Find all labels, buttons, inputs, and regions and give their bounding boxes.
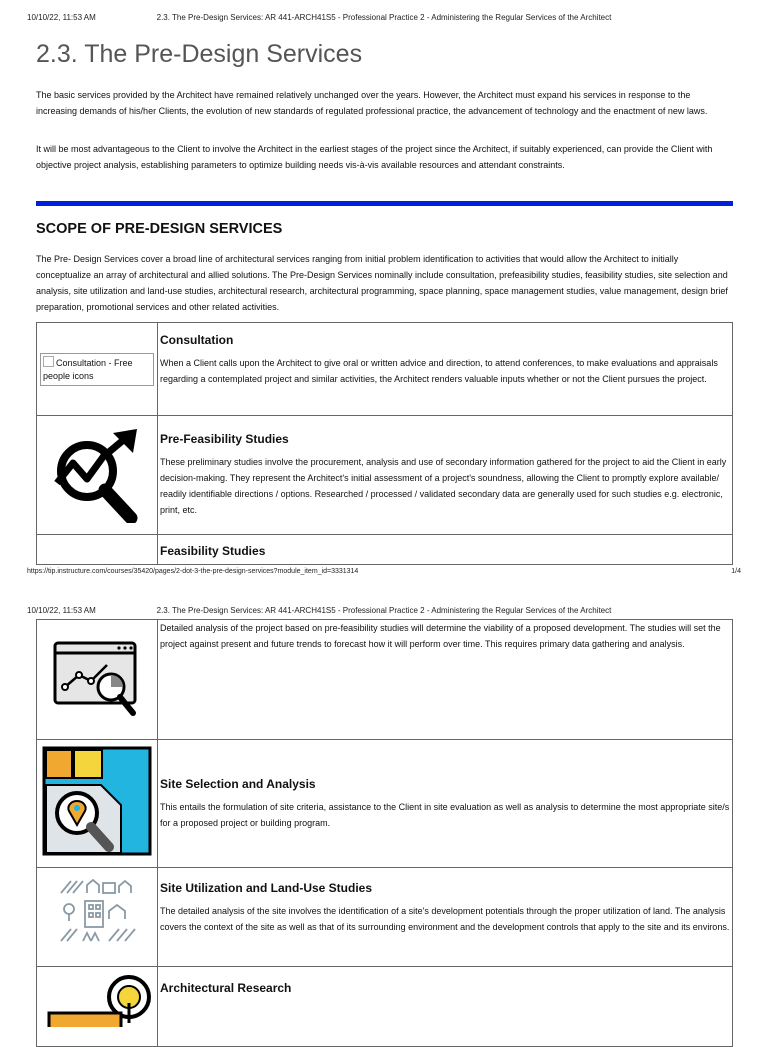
feasibility-icon-cell — [37, 620, 158, 740]
service-title: Site Utilization and Land-Use Studies — [160, 881, 373, 895]
print-url: https://tip.instructure.com/courses/35420/pages/2-dot-3-the-pre-design-services?module_item_id=3331314 — [27, 568, 359, 575]
service-description: This entails the formulation of site criteria, assistance to the Client in site evaluation as well as analysis to determine the most appropriate site/s for a proposed project or building program. — [160, 801, 730, 828]
consultation-text-cell — [158, 323, 733, 416]
print-doc-title: 2.3. The Pre-Design Services: AR 441-ARCH41S5 - Professional Practice 2 - Administering the Regular Services of the Architect — [156, 606, 612, 615]
table-row — [37, 535, 733, 565]
print-datetime: 10/10/22, 11:53 AM — [27, 606, 96, 615]
prefeasibility-icon-cell — [37, 416, 158, 535]
table-row — [37, 967, 733, 1047]
services-table-continued — [36, 619, 733, 1047]
print-page-number: 1/4 — [731, 568, 741, 575]
page-break — [0, 584, 768, 604]
lightbulb-icon — [41, 967, 153, 1027]
section-heading: SCOPE OF PRE-DESIGN SERVICES — [36, 221, 283, 237]
service-title: Architectural Research — [160, 981, 292, 995]
section-divider — [36, 201, 733, 206]
table-row — [37, 868, 733, 967]
broken-image-icon — [40, 353, 154, 386]
map-location-icon — [41, 745, 153, 857]
feasibility-text-cell — [158, 620, 733, 740]
analytics-monitor-icon — [49, 629, 145, 725]
research-text-cell — [158, 967, 733, 1047]
feasibility-text-cell-top — [158, 535, 733, 565]
image-alt-text: Consultation - Free people icons — [43, 357, 133, 381]
site-selection-text-cell — [158, 740, 733, 868]
land-use-map-icon — [57, 879, 137, 951]
service-description: Detailed analysis of the project based on pre-feasibility studies will determine the viability of a proposed development. The studies will set the project against present and future trends to forecast how it will perform over time. This requires primary data gathering and analysis. — [160, 623, 721, 649]
intro-paragraph-2: It will be most advantageous to the Client to involve the Architect in the earliest stages of the project since the Architect, if suitably experienced, can provide the Client with objective project analysis, establishing parameters to optimize building needs vis-à-vis available resources and attendant constraints. — [36, 144, 713, 170]
service-description: When a Client calls upon the Architect to give oral or written advice and direction, to attend conferences, to make evaluations and appraisals regarding a contemplated project and similar activities, the Architect renders valuable inputs whether or not the Client pursues the project. — [160, 358, 718, 384]
consultation-icon-cell — [37, 323, 158, 416]
site-utilization-text-cell — [158, 868, 733, 967]
print-header — [0, 606, 768, 618]
print-header — [0, 13, 768, 25]
service-description: The detailed analysis of the site involves the identification of a site's development potentials through the proper utilization of land. The analysis covers the context of the site as well as that of its surrounding environment and the development controls that apply to the site and its environs. — [160, 906, 730, 932]
research-icon-cell — [37, 967, 158, 1047]
image-placeholder-icon — [43, 356, 54, 367]
prefeasibility-text-cell — [158, 416, 733, 535]
intro-paragraph-1: The basic services provided by the Architect have remained relatively unchanged over the years. However, the Architect must expand his services in response to the increasing demands of his/her Clients, the evolution of new standards of regulated professional practice, the advancement of technology and the enactment of new laws. — [36, 90, 708, 116]
table-row — [37, 323, 733, 416]
feasibility-icon-cell-top — [37, 535, 158, 565]
service-title: Pre-Feasibility Studies — [160, 432, 289, 446]
service-title: Site Selection and Analysis — [160, 776, 316, 791]
table-row — [37, 620, 733, 740]
page-title: 2.3. The Pre-Design Services — [36, 40, 363, 68]
site-utilization-icon-cell — [37, 868, 158, 967]
service-title: Feasibility Studies — [160, 544, 266, 558]
section-body: The Pre- Design Services cover a broad line of architectural services ranging from initial problem identification to activities that would allow the Architect to initially conceptualize an array of architectural and allied solutions. The Pre-Design Services nominally include consultation, prefeasibility studies, feasibility studies, site selection and analysis, site utilization and land-use studies, architectural research, architectural programming, space planning, space management studies, value management, design brief preparation, promotional services and other related activities. — [36, 254, 728, 312]
service-title: Consultation — [160, 333, 234, 347]
magnifier-trend-icon — [47, 423, 147, 523]
table-row — [37, 416, 733, 535]
services-table — [36, 322, 733, 565]
print-datetime: 10/10/22, 11:53 AM — [27, 13, 96, 22]
service-description: These preliminary studies involve the procurement, analysis and use of secondary information gathered for the project to aid the Client in early decision-making. They represent the Architect's initial assessment of a project's soundness, allowing the Client to promptly explore available/ readily identifiable directions / options. Researched / processed / validated secondary data are generally used for such studies e.g. electronic, print, etc. — [160, 457, 727, 515]
table-row — [37, 740, 733, 868]
site-selection-icon-cell — [37, 740, 158, 868]
print-doc-title: 2.3. The Pre-Design Services: AR 441-ARCH41S5 - Professional Practice 2 - Administering the Regular Services of the Architect — [156, 13, 612, 22]
